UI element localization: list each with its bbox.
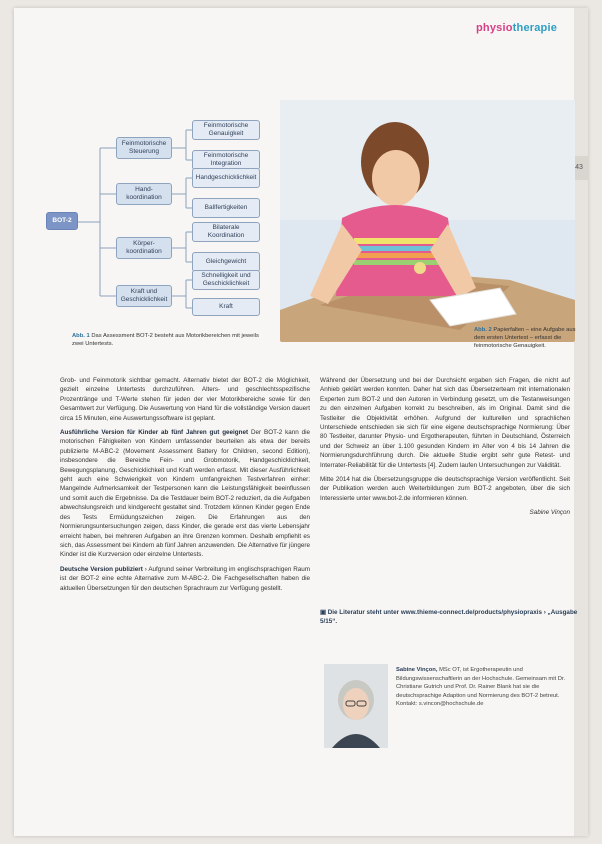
- photo-child-folding-paper: [280, 100, 575, 342]
- node-subtest-1a: Feinmotorische Genauigkeit: [192, 120, 260, 140]
- author-portrait: [324, 664, 388, 748]
- photo-illustration: [280, 100, 575, 342]
- portrait-illustration: [324, 664, 388, 748]
- literature-note[interactable]: ▣ Die Literatur steht unter www.thieme-connect.de/products/physiopraxis › „Ausgabe 5/15“.: [320, 609, 578, 625]
- node-subtest-2b: Ballfertigkeiten: [192, 198, 260, 218]
- node-group-1: Feinmotorische Steuerung: [116, 137, 172, 159]
- node-group-4: Kraft und Geschicklichkeit: [116, 285, 172, 307]
- paragraph: Mitte 2014 hat die Übersetzungsgruppe die deutschsprachige Version veröffentlicht. Seit der Publikation werden auch Weiterbildungen zum BOT-2 angeboten, über die sich Interessierte unter www.bot-2.de informieren können.: [320, 476, 570, 502]
- side-margin-text: [16, 568, 26, 808]
- bot2-structure-diagram: [42, 108, 292, 316]
- node-subtest-4a: Schnelligkeit und Geschicklichkeit: [192, 270, 260, 290]
- node-group-2: Hand-koordination: [116, 183, 172, 205]
- paragraph: Während der Übersetzung und bei der Durchsicht ergaben sich Fragen, die nicht auf Anhieb geklärt werden konnten. Daher hat sich das Übersetzerteam mit internationalen Experten zum BOT-2 und den Autoren in Verbindung gesetzt, um die Testanweisungen zu den einzelnen Aufgaben korrekt zu beschreiben, als im Original. Damit sind die Testleiter die Objektivität erhöhen. Aufgrund der kulturellen und sprachlichen Unterschiede entschieden sie sich für eine eigene deutschsprachige Normierung: Über 80 Testleiter, darunter Physio- und Ergotherapeuten, führten in Deutschland, Österreich und der Schweiz an über 1.100 gesunden Kindern im Alter von 4 bis 14 Jahren die Normierungsdurchführung durch. Die aktuelle Studie ergibt sehr gute Retest- und Interrater-Reliabilität für die Untertests [4]. Zudem laufen Untersuchungen zur Validität.: [320, 377, 570, 469]
- subheading: Deutsche Version publiziert: [60, 565, 143, 573]
- figure-area: [42, 100, 576, 370]
- signature: Sabine Vinçon: [529, 509, 570, 517]
- author-bio: Sabine Vinçon, MSc OT, ist Ergotherapeutin und Bildungswissenschaftlerin an der Hochschule. Gemeinsam mit Dr. Christiane Gutrich und Prof. Dr. Rainer Blank hat sie die deutschsprachige Adaption und Normierung des BOT-2 betreut. Kontakt: s.vincon@hochschule.de: [396, 667, 566, 708]
- node-subtest-4b: Kraft: [192, 298, 260, 316]
- text-column-right: [320, 376, 570, 523]
- journal-brand: physiotherapie: [476, 22, 558, 34]
- author-name: Sabine Vinçon,: [396, 667, 438, 673]
- node-subtest-3a: Bilaterale Koordination: [192, 222, 260, 242]
- literature-icon: ▣: [320, 609, 326, 616]
- node-subtest-2a: Handgeschicklichkeit: [192, 168, 260, 188]
- author-contact: Kontakt: s.vincon@hochschule.de: [396, 701, 484, 708]
- node-subtest-3b: Gleichgewicht: [192, 252, 260, 272]
- subheading: Ausführliche Version für Kinder ab fünf Jahren gut geeignet: [60, 429, 249, 437]
- figure1-caption: Abb. 1 Das Assessment BOT-2 besteht aus Motorikbereichen mit jeweils zwei Untertests.: [72, 333, 259, 347]
- author-box: [324, 664, 574, 756]
- node-root: BOT-2: [46, 212, 78, 230]
- figure2-caption: Abb. 2 Papierfalten – eine Aufgabe aus dem ersten Untertest – erfasst die feinmotorische Genauigkeit.: [474, 327, 576, 349]
- paragraph: Ausführliche Version für Kinder ab fünf Jahren gut geeignet Der BOT-2 kann die motorischen Fähigkeiten von Kindern umfassender beurteilen als etwa der bereits publizierte M-ABC-2 (Movement Assessment Battery for Children, second Edition), insbesondere die Bereiche Fein- und Grobmotorik, Handgeschicklichkeit, Bewegungsplanung, Geschicklichkeit und Kraft werden erfasst. Mit dieser Ausführlichkeit geht auch eine Schwierigkeit von Kindern umfangreichen Testverfahren einher: Mangelnde Aufmerksamkeit der Testpersonen kann die Leistungsfähigkeit beeinflussen und somit auch die Ergebnisse. Da die Testdauer beim BOT-2 reduziert, da die Aufgaben abwechslungsreich und kindgerecht gestaltet sind. Trotzdem können Kinder gegen Ende des Tests Ermüdungszeichen zeigen. Die Erfahrungen aus den Normierungsuntersuchungen zeigen, dass Kinder, die gerade erst das vierte Lebensjahr erreicht haben, bei mehreren Aufgaben an ihre Grenzen kommen. Deshalb empfiehlt es sich, das Assessment bei Kindern ab fünf Jahren anzuwenden. Die Alternative für jüngere Kinder ist die Kurzversion oder einzelne Untertests.: [60, 429, 310, 559]
- page-edge-bar: [574, 8, 588, 836]
- paragraph: Deutsche Version publiziert › Aufgrund seiner Verbreitung im englischsprachigen Raum ist der BOT-2 eine echte Alternative zum M-ABC-2. Die Fachgesellschaften haben die aktuellen Übersetzungen für den deutschen Sprachraum zur Verfügung gestellt.: [60, 565, 311, 592]
- magazine-page: [14, 8, 588, 836]
- paragraph: Grob- und Feinmotorik sichtbar gemacht. Alternativ bietet der BOT-2 die Möglichkeit, gezielt einzelne Untertests durchzuführen. Alters- und geschlechtsspezifische Prozentränge und T-Werte stehen für jeden der vier Motorikbereiche sowie für den Gesamtwert zur Verfügung. Die Auswertung von Hand für die vollständige Version dauert circa 15 Minuten, eine Auswertungssoftware ist geplant.: [60, 377, 310, 422]
- page-number: 43: [570, 156, 588, 180]
- node-subtest-1b: Feinmotorische Integration: [192, 150, 260, 170]
- text-column-left: [60, 376, 310, 598]
- node-group-3: Körper-koordination: [116, 237, 172, 259]
